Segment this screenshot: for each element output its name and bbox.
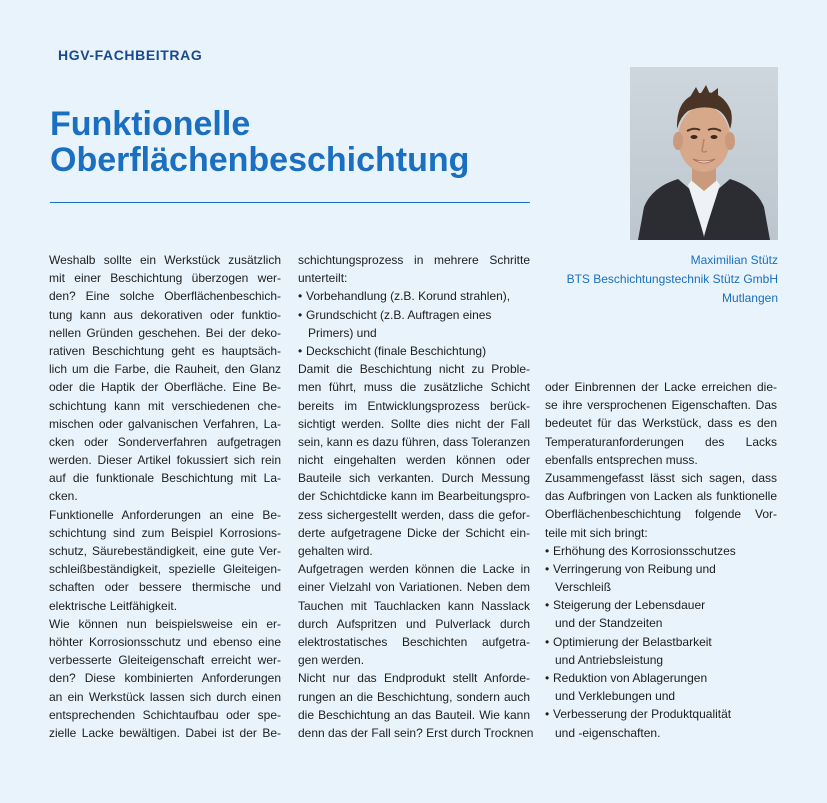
text-column-2 (298, 251, 534, 742)
text-line: Zusammengefasst lässt sich sagen, dass (545, 470, 777, 485)
bullet-item: • Optimierung der Belastbarkeit (545, 633, 777, 651)
text-line: schaften oder bessere thermische und (49, 580, 281, 595)
text-line: unterteilt: (298, 271, 348, 286)
text-line: gen werden. (298, 653, 365, 668)
text-line: bereits im Entwicklungsprozess berück- (298, 398, 530, 413)
text-line: Temperaturanforderungen des Lacks (545, 434, 777, 449)
text-line: teile mit sich bringt: (545, 525, 648, 540)
text-line: auf die funktionale Beschichtung mit La- (49, 471, 281, 486)
text-line: der Schichtdicke kann im Bearbeitungspro- (298, 489, 530, 504)
text-line: oder die Haptik der Oberfläche. Eine Be- (49, 380, 281, 395)
text-line: und Antriebsleistung (555, 652, 664, 667)
text-line: lich um die Farbe, die Rauheit, den Glanz (49, 362, 281, 377)
title-line-1: Funktionelle (50, 105, 251, 143)
text-line: Oberflächenbeschichtung folgende Vor- (545, 507, 777, 522)
author-city: Mutlangen (721, 291, 778, 305)
author-portrait-illustration (630, 67, 778, 240)
text-line: mit einer Beschichtung überzogen wer- (49, 271, 281, 286)
bullet-item: • Verbesserung der Produktqualität (545, 705, 777, 723)
text-line: tung kann aus dekorativen oder funktio- (49, 307, 281, 322)
article-title (50, 106, 540, 178)
text-line: bedeutet für das Werkstück, dass es den (545, 416, 777, 431)
title-line-2: Oberflächenbeschichtung (50, 141, 470, 179)
text-line: cken. (49, 489, 78, 504)
text-line: Funktionelle Anforderungen an eine Be- (49, 507, 281, 522)
text-line: und der Standzeiten (555, 616, 663, 631)
text-line: schutz, Säurebeständigkeit, eine gute Ver- (49, 544, 281, 558)
text-line: oder Einbrennen der Lacke erreichen die- (545, 380, 777, 394)
text-line: schichtungsprozess in mehrere Schritte (298, 253, 530, 267)
text-line: rativen Beschichtung geht es hauptsäch- (49, 343, 281, 358)
text-line: denn das der Fall sein? Erst durch Trocknen (298, 725, 534, 740)
bullet-item: • Steigerung der Lebensdauer (545, 596, 777, 614)
text-line: den? Eine solche Oberflächenbeschich- (49, 289, 281, 304)
bullet-item: • Deckschicht (finale Beschichtung) (298, 342, 530, 360)
bullet-item: • Vorbehandlung (z.B. Korund strahlen), (298, 287, 530, 305)
text-line: verbesserte Gleiteigenschaft erreicht wer- (49, 653, 281, 668)
text-line: das Aufbringen von Lacken als funktionelle (545, 489, 777, 504)
text-line: ebenfalls entsprechen muss. (545, 452, 698, 467)
text-line: schleißbeständigkeit, spezielle Gleiteigen- (49, 562, 281, 577)
bullet-item: • Reduktion von Ablagerungen (545, 669, 777, 687)
text-line: zielle Lacke bewältigen. Dabei ist der Be- (49, 725, 281, 740)
text-line: und -eigenschaften. (555, 725, 661, 740)
text-line: entsprechenden Schichtaufbau oder spe- (49, 707, 281, 722)
text-line: und Verklebungen und (555, 689, 676, 704)
bullet-item: • Erhöhung des Korrosionsschutzes (545, 542, 777, 560)
text-line: se ihre versprochenen Eigenschaften. Das (545, 398, 777, 413)
text-line: werden. Dieser Artikel fokussiert sich rein (49, 453, 281, 468)
author-caption (540, 251, 778, 308)
text-line: Bauteile sich verkanten. Durch Messung (298, 471, 530, 486)
text-line: Primers) und (308, 325, 377, 340)
text-line: Verschleiß (555, 580, 612, 595)
text-column-3 (545, 378, 777, 742)
text-line: den? Diese kombinierten Anforderungen (49, 671, 281, 686)
text-line: nellen Gründen geschehen. Bei der deko- (49, 325, 281, 340)
text-line: Wie können nun beispielsweise ein er- (49, 616, 281, 631)
text-line: sichtigt werden. Sollte dies nicht der Fall (298, 416, 530, 431)
text-line: schichtung kann mit verschiedenen che- (49, 398, 281, 413)
text-line: höhter Korrosionsschutz und ebenso eine (49, 634, 281, 649)
bullet-item: • Grundschicht (z.B. Auftragen eines (298, 306, 530, 324)
text-line: elektrostatisches Beschichten aufgetra- (298, 634, 530, 649)
text-line: mischen oder galvanischen Verfahren, La- (49, 416, 281, 431)
text-line: die Beschichtung an das Bauteil. Wie kann (298, 707, 530, 722)
text-line: men führt, muss die zusätzliche Schicht (298, 380, 530, 395)
text-line: elektrische Leitfähigkeit. (49, 598, 178, 613)
text-line: rungen an die Beschichtung, sondern auch (298, 689, 530, 704)
author-company: BTS Beschichtungstechnik Stütz GmbH (566, 272, 778, 286)
text-line: cken oder Sonderverfahren aufgetragen (49, 434, 281, 449)
text-line: zess sichergestellt werden, dass die gefor- (298, 507, 530, 522)
text-line: durch Aufspritzen und Pulverlack durch (298, 616, 530, 631)
author-name: Maximilian Stütz (690, 253, 778, 267)
text-line: sein, kann es dazu führen, dass Toleranzen (298, 434, 530, 449)
title-divider (50, 202, 530, 203)
text-line: schichtung sind zum Beispiel Korrosions- (49, 525, 281, 540)
bullet-item: • Verringerung von Reibung und (545, 560, 777, 578)
text-line: an ein Werkstück lassen sich durch einen (49, 689, 281, 704)
text-column-1 (49, 251, 281, 742)
text-line: Tauchen mit Tauchlacken kann Nasslack (298, 598, 530, 613)
text-line: nicht eingehalten werden können oder (298, 453, 530, 468)
author-portrait (630, 67, 778, 240)
text-line: einer Vielzahl von Variationen. Neben dem (298, 580, 530, 595)
text-line: gehalten wird. (298, 544, 373, 558)
text-line: Aufgetragen werden können die Lacke in (298, 562, 530, 577)
text-line: derte aufgetragene Dicke der Schicht ein- (298, 525, 530, 540)
text-line: Weshalb sollte ein Werkstück zusätzlich (49, 253, 281, 267)
section-kicker: HGV-FACHBEITRAG (58, 47, 203, 63)
text-line: Damit die Beschichtung nicht zu Proble- (298, 362, 530, 377)
text-line: Nicht nur das Endprodukt stellt Anforde- (298, 671, 530, 686)
